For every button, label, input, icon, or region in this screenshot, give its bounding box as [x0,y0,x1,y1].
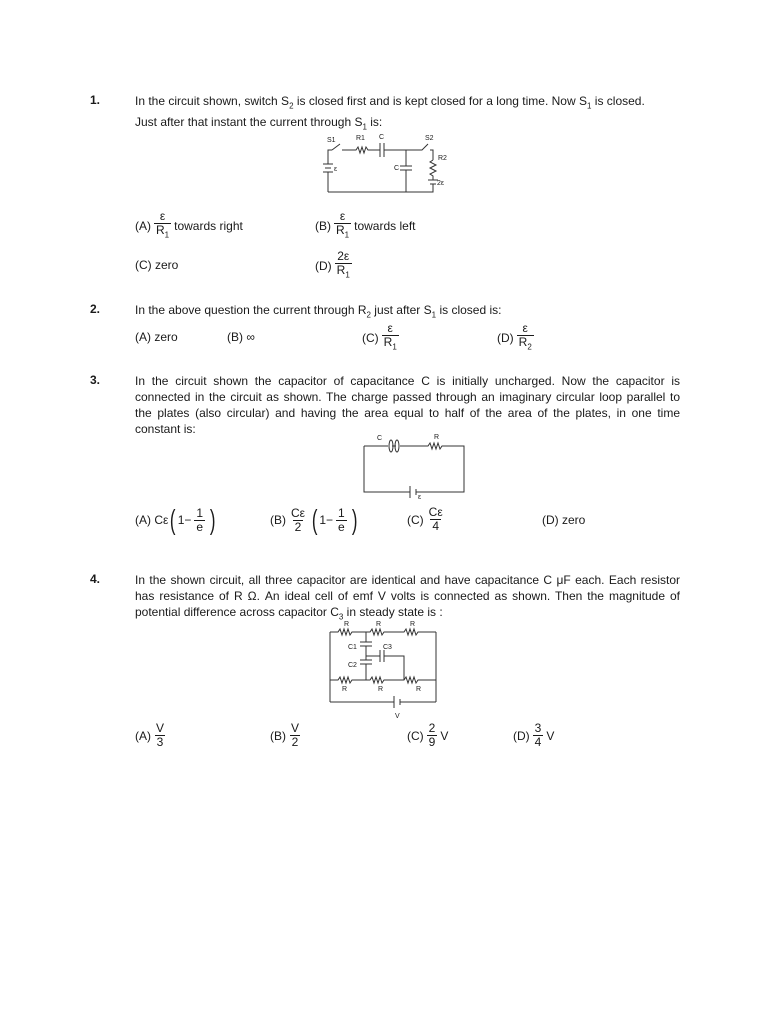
fraction: $\frac{\varepsilon}{R_1}$ [156,209,170,240]
fraction: $\frac{V}{3}$ [156,721,165,749]
fraction: $\frac{V}{2}$ [291,721,300,749]
r-label: R [434,434,440,441]
eps-label: ε [418,494,422,501]
question-text: In the circuit shown, switch $S_2$ is closed first and is kept closed for a long time. Now $S_1$ is closed. Just after that instant the current through $S_1$ is: [135,94,645,132]
q4-option-b[interactable]: (B) $\frac{V}{2}$ [270,721,300,749]
c2-label: C2 [348,662,357,669]
r1-label: R1 [356,135,365,142]
circuit-diagram-4 [328,620,438,720]
q3-option-b[interactable]: (B) $\frac{C\varepsilon}{2}$ ( 1− $\frac{1}{e}$ ) [270,504,358,535]
circuit-diagram-3 [362,432,466,501]
c-label: C [377,435,383,442]
question-number: 1. [90,93,101,107]
q3-option-c[interactable]: (C) $\frac{C\varepsilon}{4}$ [407,505,443,533]
c-mid-label: C [394,165,400,172]
v-label: V [395,713,400,720]
r-label-top-1: R [344,621,350,628]
q2-option-d[interactable]: (D) $\frac{\varepsilon}{R_2}$ [497,321,532,352]
question-text: In the shown circuit, all three capacitor are identical and have capacitance C μF each. Each resistor has resistance of R Ω. An ideal cell of emf V volts is connected as shown. Then the magnitude of potential difference across capacitor $C_3$ in steady state is : [135,573,680,622]
q4-option-c[interactable]: (C) $\frac{2}{9}$ V [407,721,449,749]
fraction: $\frac{1}{e}$ [196,505,204,534]
circuit-diagram-1 [318,130,448,196]
r-label-bottom-1: R [342,686,348,693]
q1-option-b[interactable]: (B) $\frac{\varepsilon}{R_1}$ towards left [315,209,416,240]
s1-label: S1 [327,137,336,144]
q1-option-d[interactable]: (D) $\frac{2\varepsilon}{R_1}$ [315,249,350,280]
q1-option-a[interactable]: (A) $\frac{\varepsilon}{R_1}$ towards right [135,209,243,240]
eps-label: ε [334,166,338,173]
question-text: In the above question the current through $R_2$ just after $S_1$ is closed is: [135,303,502,320]
question-number: 4. [90,572,101,586]
q1-option-c[interactable]: (C) zero [135,258,179,272]
question-number: 2. [90,302,101,316]
two-eps-label: 2ε [437,180,445,187]
fraction: $\frac{C\varepsilon}{4}$ [428,505,443,533]
r-label-top-2: R [376,621,382,628]
r-label-bottom-3: R [416,686,422,693]
q4-option-a[interactable]: (A) $\frac{V}{3}$ [135,721,165,749]
fraction: $\frac{\varepsilon}{R_1}$ [383,321,397,352]
fraction: $\frac{2}{9}$ [428,721,436,749]
q4-option-d[interactable]: (D) $\frac{3}{4}$ V [513,721,555,749]
c3-label: C3 [383,644,392,651]
q2-option-a[interactable]: (A) zero [135,330,178,344]
c1-label: C1 [348,644,357,651]
r-label-top-3: R [410,621,416,628]
r-label-bottom-2: R [378,686,384,693]
question-number: 3. [90,373,101,387]
fraction: $\frac{3}{4}$ [534,721,542,749]
r2-label: R2 [438,155,447,162]
q2-option-b[interactable]: (B) ∞ [227,330,255,344]
c-top-label: C [379,134,385,141]
s2-label: S2 [425,135,434,142]
fraction: $\frac{1}{e}$ [338,505,345,534]
fraction: $\frac{\varepsilon}{R_1}$ [336,209,350,240]
fraction: $\frac{\varepsilon}{R_2}$ [518,321,532,352]
q3-option-d[interactable]: (D) zero [542,513,586,527]
q2-option-c[interactable]: (C) $\frac{\varepsilon}{R_1}$ [362,321,397,352]
question-text: In the circuit shown the capacitor of capacitance C is initially uncharged. Now the capacitor is connected in the circuit as shown. The charge passed through an imaginary circular loop parallel to the plates (also circular) and having the area equal to half of the area of the plates, in one time constant is: [135,374,680,436]
fraction: $\frac{2\varepsilon}{R_1}$ [336,249,350,280]
q3-option-a[interactable]: (A) Cε ( 1− $\frac{1}{e}$ ) [135,504,216,535]
fraction: $\frac{C\varepsilon}{2}$ [291,505,306,534]
